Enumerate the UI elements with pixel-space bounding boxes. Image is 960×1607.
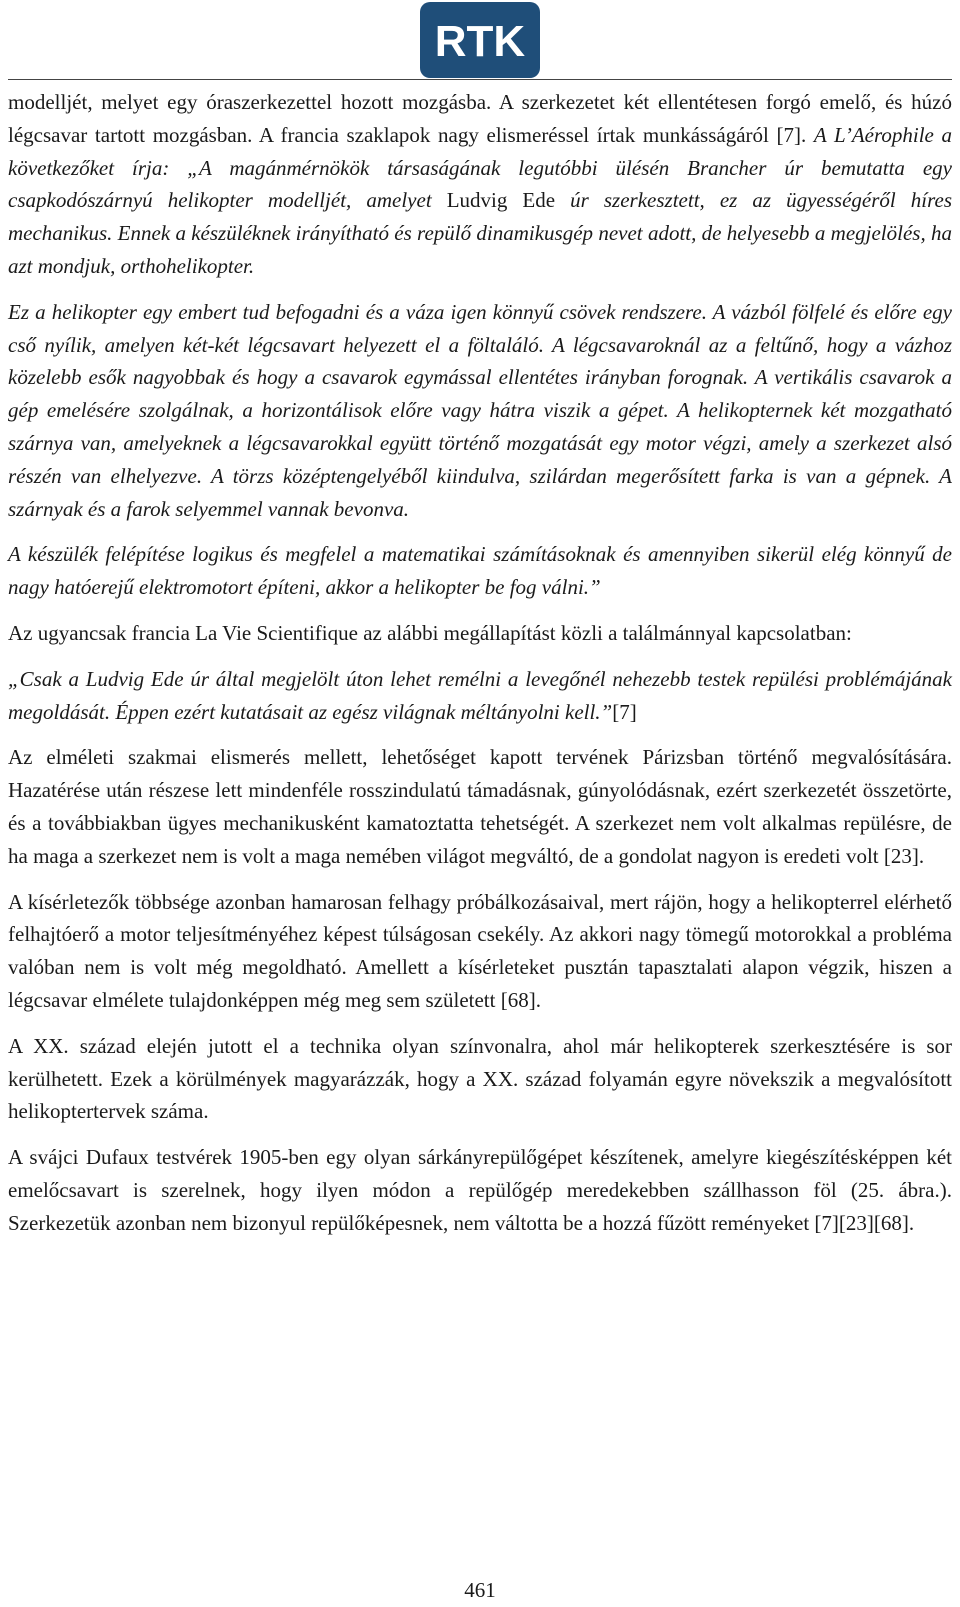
header-rule — [8, 79, 952, 80]
text-segment: modelljét, melyet egy óraszerkezettel hozott mozgásba. A szerkezetet két ellentétesen forgó emelő, és húzó légcsavar tartott mozgásban. A francia szaklapok nagy elismeréssel írtak munkásságáról [7]. — [8, 90, 952, 147]
text-segment: [7] — [612, 699, 637, 724]
italic-text-segment: A készülék felépítése logikus és megfelel a matematikai számításoknak és amennyiben sikerül elég könnyű de nagy hatóerejű elektromotort építeni, akkor a helikopter be fog válni.” — [8, 542, 952, 600]
text-segment: Az ugyancsak francia La Vie Scientifique az alábbi megállapítást közli a találmánnyal kapcsolatban: — [8, 620, 852, 645]
text-segment: A kísérletezők többsége azonban hamarosan felhagy próbálkozásaival, mert rájön, hogy a helikopterrel elérhető felhajtóerő a motor teljesítményéhez képest túlságosan csekély. Az akkori nagy tömegű motorokkal a probléma valóban nem is volt még megoldható. Amellett a kísérleteket pusztán tapasztalati alapon végzik, hiszen a légcsavar elmélete tulajdonképpen még meg sem született [68]. — [8, 889, 952, 1012]
paragraph — [8, 886, 952, 1017]
paragraph — [8, 663, 952, 729]
text-segment: A svájci Dufaux testvérek 1905-ben egy olyan sárkányrepülőgépet készítenek, amelyre kiegészítésképpen két emelőcsavart is szerelnek, hogy ilyen módon a repülőgép meredekebben szállhasson föl (25. ábra.). Szerkezetük azonban nem bizonyul repülőképesnek, nem váltotta be a hozzá fűzött reményeket [7][23][68]. — [8, 1145, 952, 1235]
paragraph — [8, 617, 952, 650]
logo-text: RTK — [434, 17, 526, 66]
paragraph — [8, 741, 952, 872]
paragraph — [8, 538, 952, 604]
paragraph — [8, 1030, 952, 1128]
paragraph — [8, 1141, 952, 1239]
text-segment: A XX. század elején jutott el a technika olyan színvonalra, ahol már helikopterek szerkesztésére is sor kerülhetett. Ezek a körülmények magyarázzák, hogy a XX. század folyamán egyre növekszik a megvalósított helikoptertervek száma. — [8, 1033, 952, 1124]
italic-text-segment: A L’Aérophile a következőket írja: „A magánmérnökök társaságának legutóbbi ülésén Brancher úr bemutatta egy csapkodószárnyú helikopter modelljét, amelyet — [8, 122, 952, 213]
italic-text-segment: úr szerkesztett, ez az ügyességéről híres mechanikus. Ennek a készüléknek irányítható és repülő dinamikusgép nevet adott, de helyesebb a megjelölés, ha azt mondjuk, orthohelikopter. — [8, 188, 953, 278]
rtk-logo — [420, 2, 540, 78]
page-header — [0, 0, 960, 80]
text-segment: Az elméleti szakmai elismerés mellett, lehetőséget kapott tervének Párizsban történő megvalósítására. Hazatérése után részese lett mindenféle rosszindulatú támadásnak, gúnyolódásnak, ezért szerkezetét összetörte, és a továbbiakban ügyes mechanikusként kamatoztatta tehetségét. A szerkezet nem volt alkalmas repülésre, de ha maga a szerkezet nem is volt a maga nemében világot megváltó, de a gondolat nagyon is eredeti volt [23]. — [8, 745, 952, 868]
italic-text-segment: „Csak a Ludvig Ede úr által megjelölt úton lehet remélni a levegőnél nehezebb testek repülési problémájának megoldását. Éppen ezért kutatásait az egész világnak méltányolni kell.” — [8, 666, 952, 724]
body-text — [8, 86, 952, 1253]
paragraph — [8, 86, 952, 283]
page-number: 461 — [464, 1578, 496, 1602]
italic-text-segment: Ez a helikopter egy embert tud befogadni és a váza igen könnyű csövek rendszere. A vázból fölfelé és előre egy cső nyílik, amelyen két-két légcsavart helyezett el a föltaláló. A légcsavaroknál az a feltűnő, hogy a vázhoz közelebb esők nagyobbak és hogy a csavarok egymással ellentétes irányban forognak. A vertikális csavarok a gép emelésére szolgálnak, a horizontálisok előre vagy hátra viszik a gépet. A helikopternek két mozgatható szárnya van, amelyeknek a légcsavarokkal együtt történő mozgatását egy motor végzi, amely a szerkezet alsó részén van elhelyezve. A törzs középtengelyéből kiindulva, szilárdan megerősített farka is van a gépnek. A szárnyak és a farok selyemmel vannak bevonva. — [8, 299, 952, 521]
paragraph — [8, 296, 952, 526]
text-segment: Ludvig Ede — [446, 188, 556, 213]
